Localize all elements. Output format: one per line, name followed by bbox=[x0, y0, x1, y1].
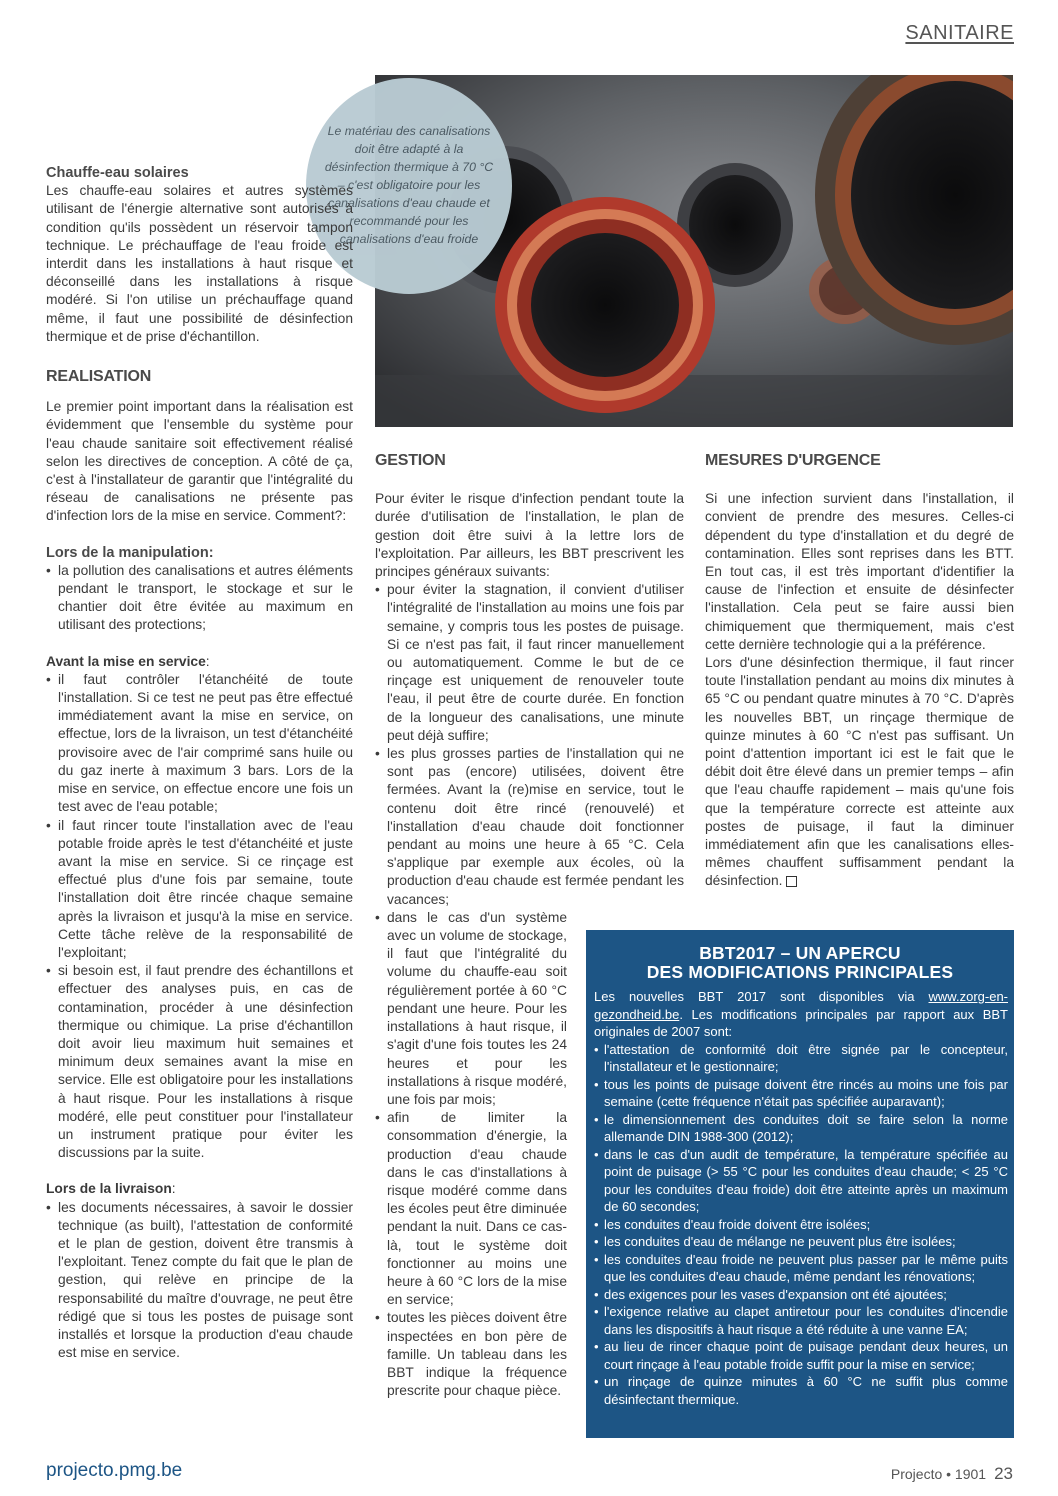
gestion-text: Pour éviter le risque d'infection pendant toute la durée d'utilisation de l'installation, le plan de gestion doit être suivi à la lettre lors de l'exploitation. Par ailleurs, les BBT prescrivent les principes généraux suivants: bbox=[375, 491, 684, 580]
chauffe-title: Chauffe-eau solaires bbox=[46, 165, 189, 181]
column-right bbox=[705, 452, 1014, 891]
zorg-link[interactable]: www.zorg-en-gezondheid.be bbox=[594, 989, 1008, 1022]
list-item: • un rinçage de quinze minutes à 60 °C ne suffit plus comme désinfectant thermique. bbox=[594, 1373, 1008, 1408]
list-item: • l'exigence relative au clapet antiretour pour les conduites d'incendie dans les dispositifs à haut risque a été réduite à une vanne EA; bbox=[594, 1303, 1008, 1338]
footer-url[interactable]: projecto.pmg.be bbox=[46, 1460, 183, 1481]
list-item: • la pollution des canalisations et autres éléments pendant le transport, le stockage et sur le chantier doit être évitée au maximum en utilisant des protections; bbox=[46, 562, 353, 635]
box-intro-before: Les nouvelles BBT 2017 sont disponibles via bbox=[594, 989, 929, 1004]
list-item: • des exigences pour les vases d'expansion ont été ajoutées; bbox=[594, 1286, 1008, 1304]
manipulation-list bbox=[46, 562, 353, 635]
list-item: • au lieu de rincer chaque point de puisage pendant deux heures, un court rinçage à l'eau potable froide suffit pour la mise en service; bbox=[594, 1338, 1008, 1373]
urgence-title: MESURES D'URGENCE bbox=[705, 452, 881, 469]
footer-magazine: Projecto • 1901 bbox=[890, 1466, 987, 1482]
realisation-title: REALISATION bbox=[46, 368, 152, 386]
chauffe-text: Les chauffe-eau solaires et autres systèmes utilisant de l'énergie alternative sont autorisés à condition qu'ils possèdent un réservoir tampon technique. Le préchauffage de l'eau froide est interdit dans les installations à haut risque et déconseillé dans les installations à risque modéré. Si l'on utilise un préchauffage quand même, il faut une possibilité de désinfection thermique et de prise d'échantillon. bbox=[46, 183, 353, 344]
box-list bbox=[594, 1041, 1008, 1409]
list-item: • toutes les pièces doivent être inspectées en bon père de famille. Un tableau dans les BBT indique la fréquence prescrite pour chaque pièce. bbox=[375, 1309, 567, 1400]
box-title bbox=[586, 944, 1014, 982]
list-item: • dans le cas d'un système avec un volume de stockage, il faut que l'intégralité du volume du chauffe-eau soit régulièrement portée à 60 °C pendant une heure. Pour les installations à haut risque, il s'agit d'une fois toutes les 24 heures et pour les installations à risque modéré, une fois par mois; bbox=[375, 909, 567, 1109]
livraison-colon: : bbox=[171, 1181, 176, 1197]
urgence-p2: Lors d'une désinfection thermique, il faut rincer toute l'installation pendant au moins dix minutes à 65 °C ou pendant quatre minutes à 70 °C. D'après les nouvelles BBT, un rinçage thermique de quinze minutes à 60 °C n'est pas suffisant. Un point d'attention important ici est le fait que le débit doit être élevé dans un premier temps – afin que l'eau chauffe rapidement – mais qu'une fois que la température correcte est atteinte aux postes de puisage, il faut la diminuer immédiatement afin que les canalisations elles-mêmes chauffent suffisamment pendant la désinfection. bbox=[705, 655, 1014, 889]
callout-text: Le matériau des canalisations doit être adapté à la désinfection thermique à 70 °C – c'est obligatoire pour les canalisations d'eau chaude et recommandé pour les canalisations d'eau froide bbox=[324, 124, 494, 246]
manipulation-title: Lors de la manipulation: bbox=[46, 544, 214, 561]
livraison-title: Lors de la livraison bbox=[46, 1181, 172, 1197]
page-number: 23 bbox=[994, 1464, 1013, 1483]
livraison-list bbox=[46, 1199, 353, 1363]
list-item: • les documents nécessaires, à savoir le dossier technique (as built), l'attestation de conformité et le plan de gestion, doivent être transmis à l'exploitant. Tenez compte du fait que le plan de gestion, qui relève en principe de la responsabilité du maître d'ouvrage, ne peut être rédigé que si tous les postes de puisage sont installés et lorsque la production d'eau chaude est mise en service. bbox=[46, 1199, 353, 1363]
gestion-title: GESTION bbox=[375, 452, 446, 469]
list-item: • les conduites d'eau de mélange ne peuvent plus être isolées; bbox=[594, 1233, 1008, 1251]
bbt2017-box bbox=[586, 930, 1014, 1438]
section-header: SANITAIRE bbox=[905, 22, 1014, 44]
avant-colon: : bbox=[205, 653, 210, 669]
list-item: • pour éviter la stagnation, il convient d'utiliser l'intégralité de l'installation au moins une fois par semaine, y compris tous les postes de puisage. Si ce n'est pas fait, il faut rincer manuellement ou automatiquement. Comme le but de ce rinçage est uniquement de renouveler toute l'eau, il peut être de courte durée. En fonction de la longueur des canalisations, une minute peut déjà suffire; bbox=[375, 581, 684, 745]
list-item: • afin de limiter la consommation d'énergie, la production d'eau chaude dans le cas d'installations à risque modéré comme dans les écoles peut être diminuée pendant la nuit. Dans ce cas-là, tout le système doit fonctionner au moins une heure à 60 °C lors de la mise en service; bbox=[375, 1109, 567, 1309]
list-item: • il faut contrôler l'étanchéité de toute l'installation. Si ce test ne peut pas être effectué immédiatement avant la mise en service, on effectue, lors de la livraison, un test d'étanchéité provisoire avec de l'air comprimé sans huile ou du gaz inerte à maximum 3 bars. Lors de la mise en service, on effectue encore une fois un test avec de l'eau potable; bbox=[46, 671, 353, 817]
list-item: • dans le cas d'un audit de température, la température spécifiée au point de puisage (> 55 °C pour les conduites d'eau chaude; < 25 °C pour les conduites d'eau froide) doit être atteinte après un maximum de 60 secondes; bbox=[594, 1146, 1008, 1216]
box-intro bbox=[594, 988, 1008, 1041]
avant-title: Avant la mise en service bbox=[46, 653, 206, 669]
urgence-p1: Si une infection survient dans l'installation, il convient de prendre des mesures. Celles-ci dépendent du type d'installation et du degré de contamination. Elles sont reprises dans les BTT. En tout cas, il est très important d'identifier la cause de l'infection et ensuite de désinfecter l'installation. Cela peut se faire aussi bien chimiquement que thermiquement, mais c'est cette dernière technologie qui a la préférence. bbox=[705, 491, 1014, 652]
box-title-line1: BBT2017 – UN APERCU bbox=[699, 943, 901, 963]
list-item: • les plus grosses parties de l'installation qui ne sont pas (encore) utilisées, doivent être fermées. Avant la (re)mise en service, tout le contenu doit être rincé (renouvelé) et l'installation d'eau chaude doit fonctionner pendant au moins une heure à 65 °C. Cela s'applique par exemple aux écoles, où la production d'eau chaude est fermée pendant les vacances; bbox=[375, 745, 684, 909]
list-item: • tous les points de puisage doivent être rincés au moins une fois par semaine (cette fréquence n'était pas spécifiée auparavant); bbox=[594, 1076, 1008, 1111]
list-item: • l'attestation de conformité doit être signée par le concepteur, l'installateur et le gestionnaire; bbox=[594, 1041, 1008, 1076]
box-intro-after: . Les modifications principales par rapport aux BBT originales de 2007 sont: bbox=[594, 1006, 1008, 1039]
box-title-line2: DES MODIFICATIONS PRINCIPALES bbox=[646, 962, 954, 982]
list-item: • il faut rincer toute l'installation avec de l'eau potable froide après le test d'étanchéité et juste avant la mise en service. Si ce rinçage est effectué plus d'une fois par semaine, toute l'installation doit être rincée chaque semaine après la livraison et jusqu'à la mise en service. Cette tâche relève de la responsabilité de l'exploitant; bbox=[46, 817, 353, 963]
end-of-article-square-icon bbox=[786, 876, 797, 887]
avant-list bbox=[46, 671, 353, 1162]
column-left bbox=[46, 164, 353, 1362]
list-item: • les conduites d'eau froide doivent être isolées; bbox=[594, 1216, 1008, 1234]
list-item: • les conduites d'eau froide ne peuvent plus passer par le même puits que les conduites d'eau chaude, même pendant les rénovations; bbox=[594, 1251, 1008, 1286]
list-item: • si besoin est, il faut prendre des échantillons et effectuer des analyses puis, en cas de contamination, procéder à une désinfection thermique ou chimique. La prise d'échantillon doit avoir lieu maximum huit semaines et minimum deux semaines avant la mise en service. Elle est obligatoire pour les installations à haut risque. Pour les installations à risque modéré, elle peut constituer pour l'installateur un instrument pratique pour éviter les discussions par la suite. bbox=[46, 962, 353, 1162]
list-item: • le dimensionnement des conduites doit se faire selon la norme allemande DIN 1988-300 (2012); bbox=[594, 1111, 1008, 1146]
footer-info bbox=[891, 1464, 1013, 1484]
realisation-text: Le premier point important dans la réalisation est évidemment que l'ensemble du système pour l'eau chaude sanitaire soit effectivement réalisé selon les directives de conception. A côté de ça, c'est à l'installateur de garantir que l'intégralité du réseau de canalisations ne présente pas d'infection lors de la mise en service. Comment?: bbox=[46, 399, 353, 524]
